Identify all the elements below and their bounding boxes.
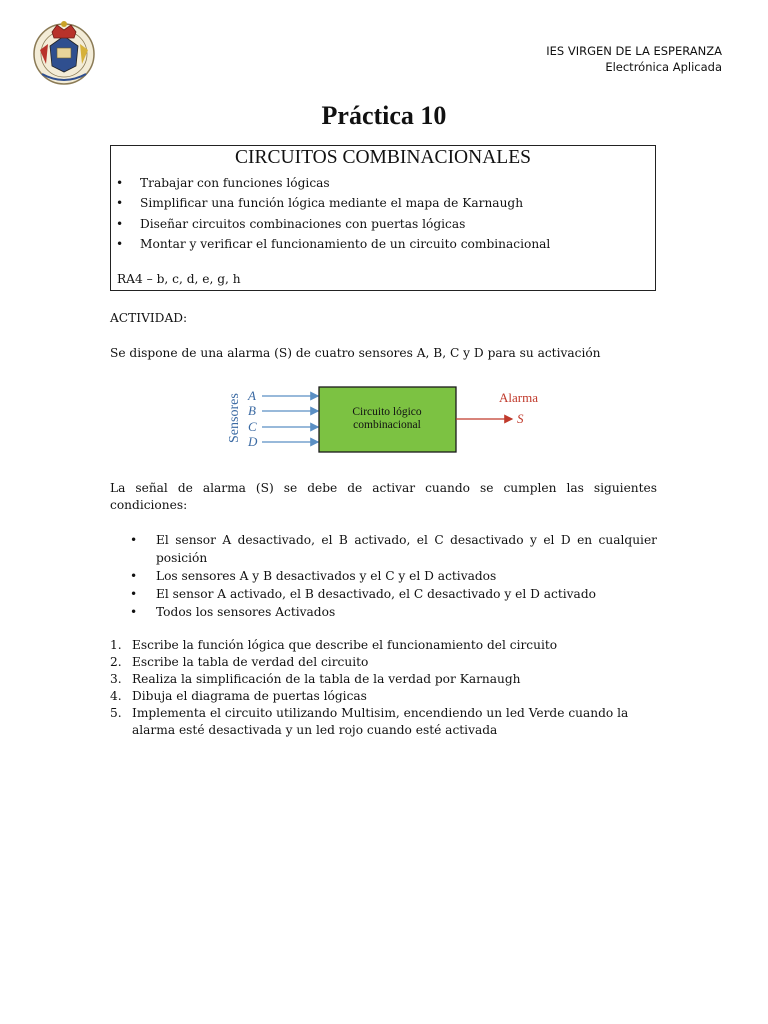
objective-item: • Trabajar con funciones lógicas [111, 173, 655, 193]
input-label-a: A [248, 388, 256, 403]
output-symbol: S [517, 411, 524, 426]
task-item [110, 688, 657, 705]
condition-item: • Los sensores A y B desactivados y el C y el D activados [130, 567, 657, 585]
output-label: Alarma [499, 390, 538, 405]
activity-label: ACTIVIDAD: [110, 311, 188, 325]
conditions-intro-line2: condiciones: [110, 498, 188, 512]
task-text: Escribe la función lógica que describe el funcionamiento del circuito [132, 638, 558, 652]
logic-block-label-line2: combinacional [353, 419, 421, 431]
page-title: Práctica 10 [321, 101, 447, 130]
activity-intro: Se dispone de una alarma (S) de cuatro sensores A, B, C y D para su activación [110, 346, 601, 360]
task-item [110, 637, 657, 654]
conditions-intro-line1: La señal de alarma (S) se debe de activar cuando se cumplen las siguientes [110, 481, 657, 495]
input-label-d: D [248, 434, 258, 449]
conditions-list [130, 531, 657, 621]
task-text: Implementa el circuito utilizando Multisim, encendiendo un led Verde cuando la alarma esté desactivada y un led rojo cuando esté activada [132, 706, 629, 737]
task-list [110, 637, 657, 739]
condition-item: • El sensor A activado, el B desactivado, el C desactivado y el D activado [130, 585, 657, 603]
input-label-c: C [248, 419, 257, 434]
task-text: Escribe la tabla de verdad del circuito [132, 655, 369, 669]
conditions-intro [110, 480, 657, 514]
logic-block-label-line1: Circuito lógico [352, 406, 422, 418]
learning-outcomes-code: RA4 – b, c, d, e, g, h [117, 272, 241, 286]
task-item [110, 705, 657, 739]
school-name: IES VIRGEN DE LA ESPERANZA [546, 44, 722, 58]
task-number: 2. [110, 655, 122, 669]
input-label-b: B [248, 403, 256, 418]
task-item [110, 671, 657, 688]
circuit-block-diagram [222, 381, 548, 456]
objectives-box [110, 145, 656, 291]
task-number: 4. [110, 689, 122, 703]
task-text: Realiza la simplificación de la tabla de la verdad por Karnaugh [132, 672, 521, 686]
task-number: 5. [110, 706, 122, 720]
condition-item: • El sensor A desactivado, el B activado, el C desactivado y el D en cualquier posición [130, 531, 657, 567]
objective-item: • Simplificar una función lógica mediante el mapa de Karnaugh [111, 193, 655, 213]
condition-item: • Todos los sensores Activados [130, 603, 657, 621]
document-header [546, 43, 722, 75]
sensors-label: Sensores [227, 393, 242, 443]
school-crest-logo [30, 16, 98, 88]
task-text: Dibuja el diagrama de puertas lógicas [132, 689, 367, 703]
objectives-list [111, 173, 655, 254]
task-number: 3. [110, 672, 122, 686]
objective-item: • Montar y verificar el funcionamiento de un circuito combinacional [111, 234, 655, 254]
objectives-heading: CIRCUITOS COMBINACIONALES [235, 147, 531, 168]
task-number: 1. [110, 638, 122, 652]
objective-item: • Diseñar circuitos combinaciones con puertas lógicas [111, 214, 655, 234]
subject-name: Electrónica Aplicada [605, 60, 722, 74]
task-item [110, 654, 657, 671]
